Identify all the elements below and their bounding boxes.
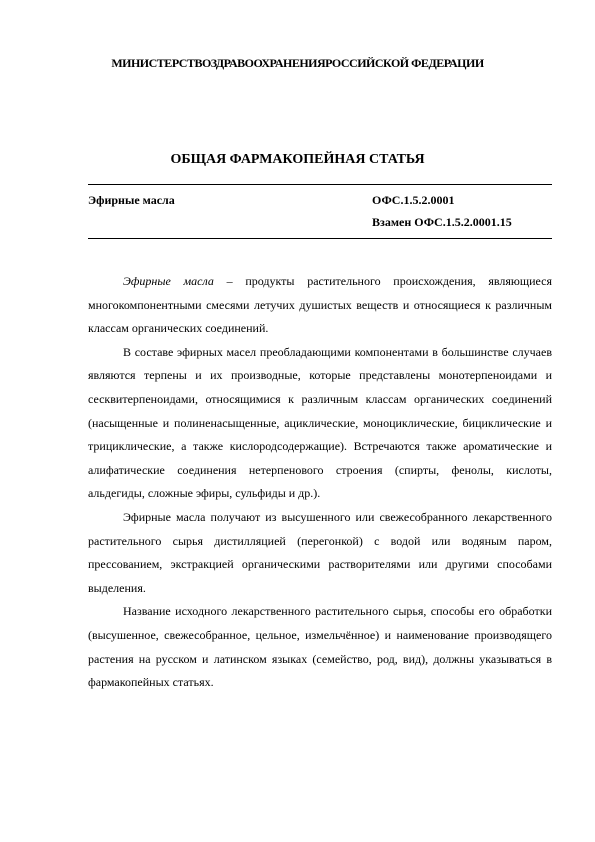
definition-text: – продукты растительного происхождения, являющиеся многокомпонентными смесями летучих душистых веществ и относящиеся к различным классам органических соединений. — [88, 274, 552, 336]
ministry-heading: МИНИСТЕРСТВОЗДРАВООХРАНЕНИЯРОССИЙСКОЙ ФЕДЕРАЦИИ — [111, 56, 484, 70]
paragraph-production: Эфирные масла получают из высушенного или свежесобранного лекарственного растительного сырья дистилляцией (перегонкой) с водой или водяным паром, прессованием, экстракцией органическими растворителями или другими способами выделения. — [88, 509, 552, 595]
paragraph-naming: Название исходного лекарственного растительного сырья, способы его обработки (высушенное, свежесобранное, цельное, измельчённое) и наименование производящего растения на русском и латинском языках (семейство, род, вид), должны указываться в фармакопейных статьях. — [88, 604, 552, 690]
article-name: Эфирные масла — [88, 193, 175, 207]
paragraph-definition — [88, 270, 552, 341]
header-divider-bottom — [88, 238, 552, 239]
article-code: ОФС.1.5.2.0001 — [372, 193, 455, 207]
header-divider-top — [88, 184, 552, 185]
replaces-code: Взамен ОФС.1.5.2.0001.15 — [372, 215, 512, 229]
document-title: ОБЩАЯ ФАРМАКОПЕЙНАЯ СТАТЬЯ — [170, 152, 425, 167]
article-body — [88, 270, 552, 695]
defined-term: Эфирные масла — [123, 274, 214, 288]
paragraph-composition: В составе эфирных масел преобладающими компонентами в большинстве случаев являются терпены и их производные, которые представлены монотерпеноидами и сесквитерпеноидами, относящимися к различным классам органических соединений (насыщенные и полиненасыщенные, ациклические, моноциклические, бициклические и трициклические, а также кислородсодержащие). Встречаются также ароматические и алифатические соединения нетерпенового строения (спирты, фенолы, кислоты, альдегиды, сложные эфиры, сульфиды и др.). — [88, 344, 552, 501]
